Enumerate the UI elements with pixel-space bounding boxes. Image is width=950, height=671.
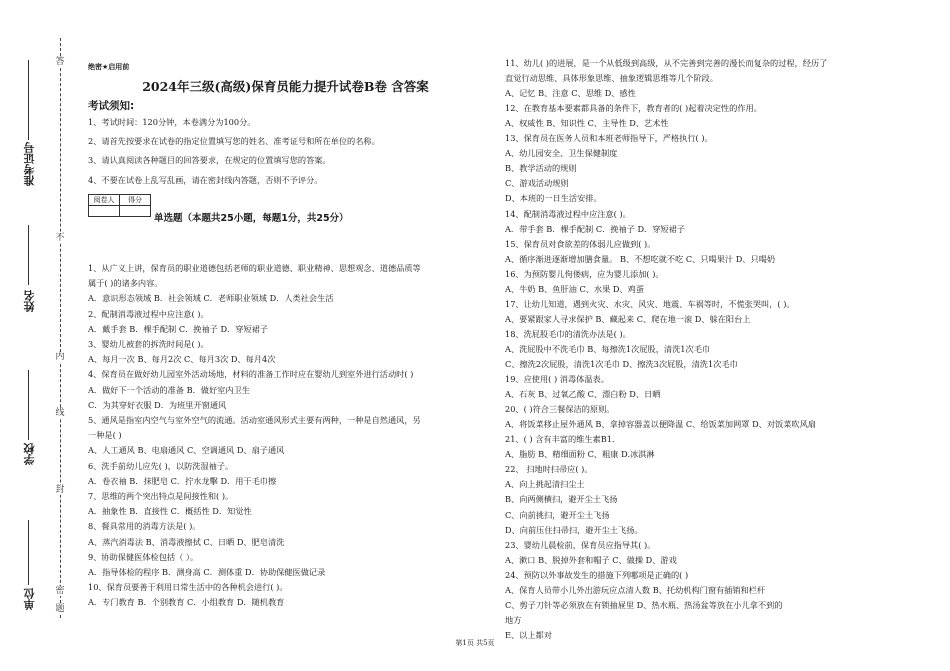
question-line: C、游戏活动规则 [505,178,569,189]
question-line: A、漱口 B、脱掉外套和帽子 C、做操 D、游戏 [505,554,677,565]
question-line: 2、配制消毒液过程中应注意( )。 [88,308,209,319]
question-line: A、牛奶 B、鱼肝油 C、水果 D、鸡蛋 [505,283,645,294]
question-line: A、记忆 B、注意 C、思维 D、感性 [505,88,636,99]
name-fill-line [28,225,29,285]
score-cell: 得分 [120,195,151,206]
question-line: A、人工通风 B、电扇通风 C、空调通风 D、扇子通风 [88,445,285,456]
question-line: A．专门教育 B．个别教育 C．小组教育 D．随机教育 [88,597,285,608]
question-line: C、剪子刀针等必须放在有锁抽屉里 D、热水瓶、热汤盆等放在小儿拿不到的 [505,599,783,610]
school-fill-line [28,370,29,440]
question-line: 一种是( ) [88,430,122,441]
question-line: A．带手套 B．棵手配制 C．挽袖子 D．穿短裙子 [505,223,685,234]
question-line: 14、配制消毒液过程中应注意( )。 [505,208,631,219]
question-line: A．做好下一个活动的准备 B．做好室内卫生 [88,384,250,395]
section-title: 单选题（本题共25小题，每题1分，共25分） [154,213,349,224]
seal-mark: 题 [55,604,65,614]
notice-item: 2、请首先按要求在试卷的指定位置填写您的姓名、准考证号和所在单位的名称。 [88,136,380,146]
question-line: 19、应使用( ) 消毒体温表。 [505,374,609,385]
question-line: A、保育人员带小儿外出游玩应点清人数 B、托幼机构门窗有插销和栏杆 [505,584,766,595]
question-line: A．指导体检的程序 B．测身高 C．测体重 D．协助保健医做记录 [88,567,326,577]
notice-item: 3、请认真阅读各种题目的回答要求，在规定的位置填写您的答案。 [88,155,331,165]
question-line: A、石灰 B、过氧乙酸 C、漂白粉 D、日晒 [505,389,661,400]
question-line: A．抽象性 B．直接性 C．概括性 D．知觉性 [88,506,252,517]
score-table [88,194,151,217]
question-line: 3、婴幼儿被套的拆洗时间是( )。 [88,339,209,349]
seal-mark: 答 [55,57,65,67]
reviewer-cell: 阅卷人 [89,195,120,206]
question-line: B、向两侧横扫，避开尘土飞扬 [505,494,618,505]
question-line: B、教学活动的规则 [505,163,577,174]
seal-line [60,38,61,618]
seal-mark: 不 [55,233,65,243]
question-line: 24、预防以外事故发生的措施下列哪项是正确的( ) [505,569,689,580]
seal-mark: 内 [55,352,65,362]
question-line: 16、为预防婴儿佝偻病，应为婴儿添加( )。 [505,268,664,279]
question-line: A、脂肪 B、精细面粉 C、粗康 D.冰淇淋 [505,449,655,460]
question-line: 11、幼儿( )的进展，是一个从低级到高级，从不完善到完善的漫长而复杂的过程，经历了 [505,58,828,68]
seal-mark: 封 [55,485,65,495]
question-line: A、将饭菜移止屋外通风 B、拿掉容器盖以便降温 C、给饭菜加网罩 D、对饭菜吹风扇 [505,419,816,430]
ticket-number-label: 准考证号 [23,142,36,186]
question-line: 8、餐具常用的消毒方法是( )。 [88,521,201,532]
question-line: A．意识形态领域 B．社会领域 C．老师职业领域 D．人类社会生活 [88,293,334,304]
question-line: A．卷衣袖 B．抹肥皂 C．拧水龙擊 D．用干毛巾擦 [88,475,277,486]
question-line: 直觉行动思维、具体形象思维、抽象逻辑思维等几个阶段。 [505,73,718,84]
question-line: C、向前挑扫，避开尘土飞扬 [505,509,610,520]
question-line: A、权威性 B、知识性 C、主导性 D、艺术性 [505,118,669,129]
question-line: C．为其穿好衣服 D．为班里开窗通风 [88,399,227,410]
question-line: 地方 [505,614,522,625]
exam-title: 2024年三级(高级)保育员能力提升试卷B卷 含答案 [142,79,429,94]
question-line: 23、婴幼儿晨检前，保育员应指导其( )。 [505,539,656,550]
question-line: D、本班的一日生活安排。 [505,193,602,204]
question-line: 9、协助保健医体检包括（ ）。 [88,551,199,562]
question-line: 4、保育员在做好幼儿园室外活动场地，材料的准备工作时应在婴幼儿到室外进行活动时( ) [88,369,414,380]
page-number: 第1页 共5页 [455,639,495,647]
seal-mark: 密 [55,586,65,596]
question-line: 20、( )符合三餐保洁的原则。 [505,404,615,415]
score-fill-cell[interactable] [120,206,151,217]
question-line: A、要紧跟家人寻求保护 B、藏起来 C、爬在地一滚 D、躲在阳台上 [505,313,751,324]
question-line: 21、( ) 含有丰富的维生素B1. [505,434,615,445]
question-line: 5、通风是指室内空气与室外空气的流通。活动室通风形式主要有两种，一种是自然通风，另 [88,415,421,425]
question-line: A．戴手套 B．棵手配制 C．挽袖子 D．穿短裙子 [88,323,268,334]
question-line: A、洗屁股中不洗毛巾 B、每擦洗1次屁股，清洗1次毛巾 [505,343,711,354]
seal-mark: 线 [55,408,65,418]
question-line: C、擦洗2次屁股，清洗1次毛巾 D、擦洗3次屁股，清洗1次毛巾 [505,359,738,369]
ticket-fill-line [28,60,29,140]
question-line: 10、保育员要善于利用日常生活中的各种机会进行( )。 [88,582,288,593]
question-line: 17、让幼儿知道，遇到火灾、水灾、风灾、地震、车祸等时，不慌张哭叫，( )。 [505,298,795,309]
school-label: 学校 [23,443,36,465]
question-line: E、以上都对 [505,629,552,640]
name-label: 姓名 [23,290,36,312]
question-line: A、循序渐进逐渐增加膳食量。 B、不想吃就不吃 C、只喝果汁 D、只喝奶 [505,253,776,264]
reviewer-fill-cell[interactable] [89,206,120,217]
question-line: 22、 扫地时扫帚应( )。 [505,464,593,475]
question-line: 属于( )的诸多内容。 [88,278,163,289]
question-line: A、幼儿园安全、卫生保健制度 [505,148,618,159]
question-line: D、向前压住扫帚扫，避开尘土飞扬。 [505,524,643,535]
binding-margin [0,0,80,671]
unit-fill-line [28,520,29,585]
question-line: 15、保育员对食欲差的体弱儿应做到( )。 [505,238,656,249]
notice-item: 4、不要在试卷上乱写乱画，请在密封线内答题，否则不予评分。 [88,175,323,185]
question-line: A、蒸汽消毒法 B、消毒液擦拭 C、日晒 D、肥皂清洗 [88,536,285,547]
question-line: A、向上挑起清扫尘土 [505,479,585,490]
question-line: A、每月一次 B、每月2次 C、每月3次 D、每月4次 [88,354,276,365]
question-line: 7、思维的两个突出特点是间接性和( )。 [88,491,234,501]
unit-label: 单位 [23,588,36,610]
notice-heading: 考试须知: [88,100,135,112]
secret-label: 绝密★启用前 [88,63,130,71]
notice-item: 1、考试时间：120分钟，本卷满分为100分。 [88,117,256,127]
question-line: 6、洗手前幼儿应先( )，以防洗湿袖子。 [88,460,234,471]
question-line: 13、保育员在医务人员和本班老师指导下，严格执行( )。 [505,133,713,144]
question-line: 1、从广义上讲，保育员的职业道德包括老师的职业道德、职业精神、思想观念、道德品质等 [88,263,421,273]
question-line: 18、洗屁股毛巾的清洗办法是( )。 [505,328,631,339]
question-line: 12、在教育基本要素都具备的条件下，教育者的( )起着决定性的作用。 [505,103,762,114]
